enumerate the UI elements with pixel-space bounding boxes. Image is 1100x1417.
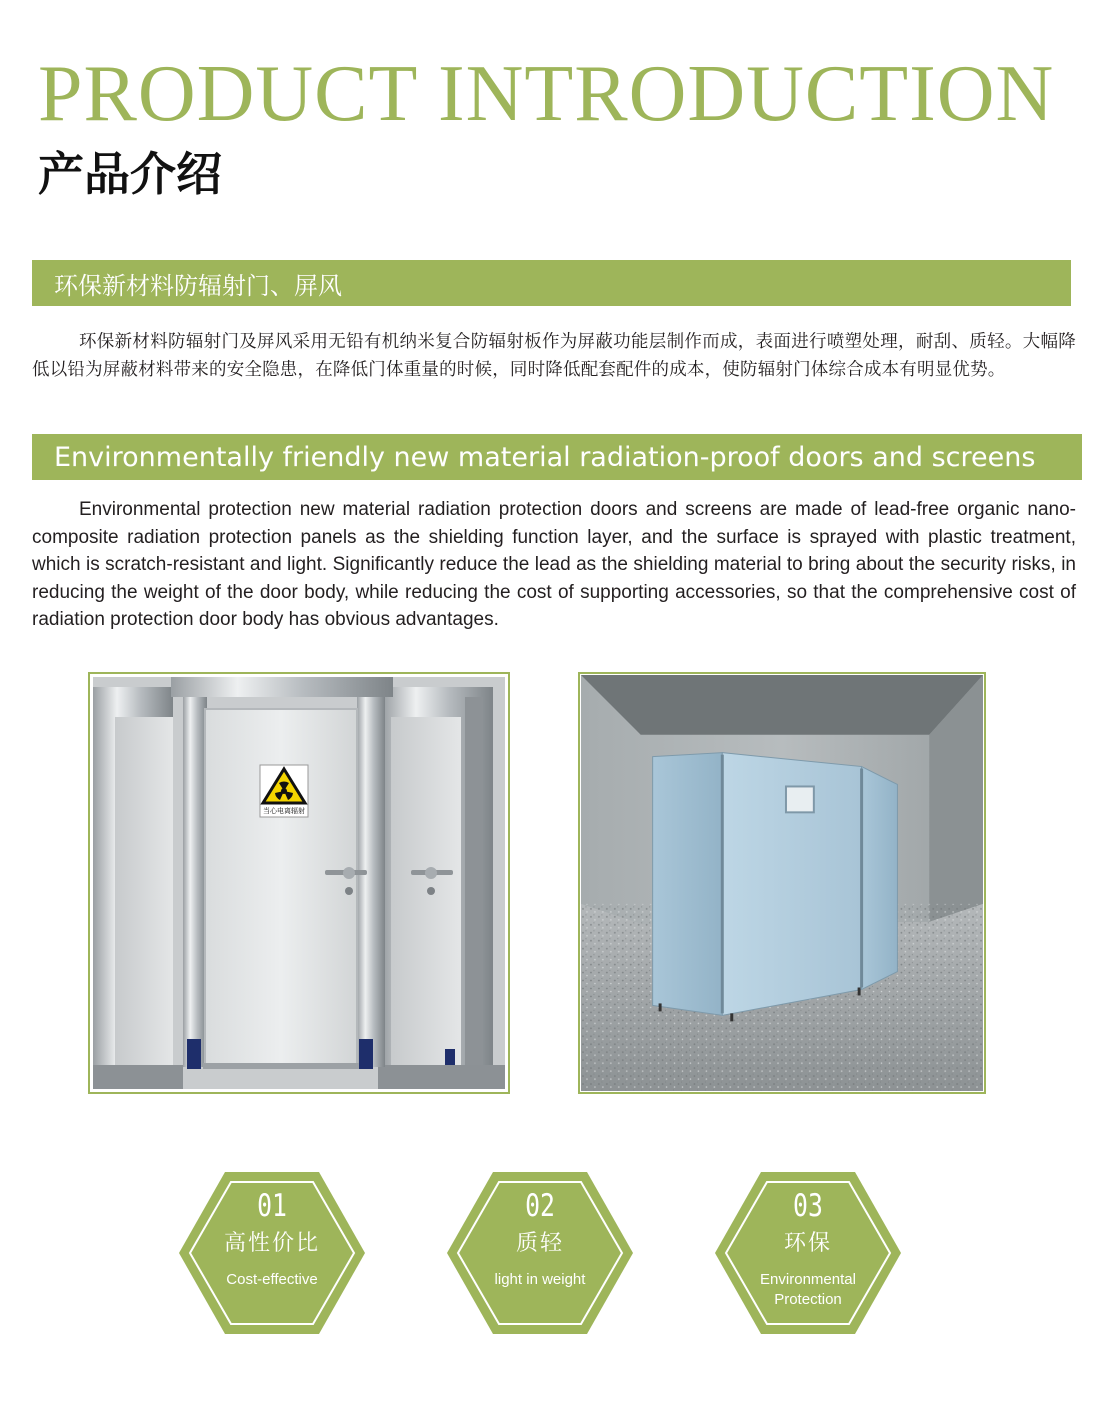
radiation-door-illustration [93, 677, 505, 1089]
feature-title-cn: 高性价比 [223, 1231, 320, 1256]
feature-number: 01 [257, 1188, 287, 1224]
feature-title-en: Environmental Protection [760, 1271, 856, 1308]
section-heading-cn-text: 环保新材料防辐射门、屏风 [54, 271, 342, 300]
feature-title-cn: 质轻 [515, 1231, 564, 1256]
door-warning-sign-text: 当心电离辐射 [263, 807, 305, 815]
intro-paragraph-en: Environmental protection new material radiation protection doors and screens are made of lead-free organic nano-composite radiation protection panels as the shielding function layer, and the surface is sprayed with plastic treatment, which is scratch-resistant and light. Significantly reduce the lead as the shielding material to bring about the security risks, in reducing the weight of the door body, while reducing the cost of supporting accessories, so that the comprehensive cost of radiation protection door body has obvious advantages. [32, 499, 1076, 630]
feature-title-en: Cost-effective [226, 1271, 318, 1288]
page-title-cn: 产品介绍 [38, 147, 222, 201]
feature-title-cn: 环保 [783, 1231, 832, 1256]
feature-badge-2 [447, 1172, 633, 1334]
page-title-en: PRODUCT INTRODUCTION [38, 50, 1055, 138]
feature-badge-1 [179, 1172, 365, 1334]
section-heading-en-text: Environmentally friendly new material radiation-proof doors and screens [54, 441, 1036, 473]
section-heading-cn [32, 260, 1071, 306]
feature-number: 03 [793, 1188, 823, 1224]
radiation-door-photo [88, 672, 510, 1094]
feature-badge-3 [715, 1172, 901, 1334]
feature-number: 02 [525, 1188, 555, 1224]
intro-paragraph-cn: 环保新材料防辐射门及屏风采用无铅有机纳米复合防辐射板作为屏蔽功能层制作而成，表面进行喷塑处理，耐刮、质轻。大幅降低以铅为屏蔽材料带来的安全隐患，在降低门体重量的时候，同时降低配套配件的成本，使防辐射门体综合成本有明显优势。 [32, 332, 1076, 380]
radiation-screen-photo [578, 672, 986, 1094]
radiation-screen-illustration [581, 675, 983, 1091]
section-heading-en [32, 434, 1082, 480]
feature-title-en: light in weight [494, 1271, 586, 1288]
